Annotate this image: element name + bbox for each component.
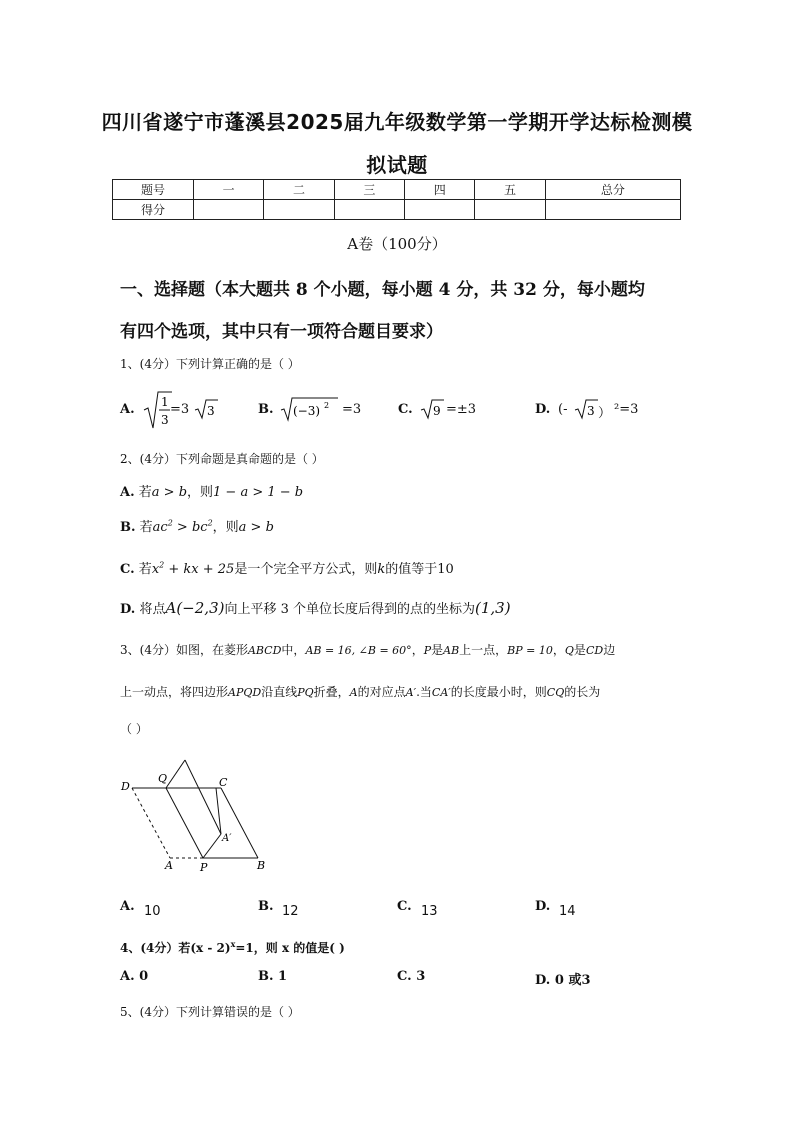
q2-c-mid: 是一个完全平方公式，则 bbox=[234, 562, 378, 577]
score-header-cell: 三 bbox=[334, 180, 404, 200]
q3-text: 上一动点，将四边形 bbox=[120, 685, 229, 699]
q1-option-d-prefix: (- bbox=[558, 402, 568, 417]
section-heading-line2: 有四个选项，其中只有一项符合题目要求） bbox=[120, 322, 443, 342]
score-header-cell: 总分 bbox=[545, 180, 680, 200]
q1-b-radicand: (−3) bbox=[293, 404, 321, 418]
paper-title-line1: 四川省遂宁市蓬溪县2025届九年级数学第一学期开学达标检测模 bbox=[101, 110, 693, 134]
q4-d-value: 0 或3 bbox=[554, 973, 591, 988]
q3-math-aprime: A′ bbox=[405, 686, 417, 699]
q4-options bbox=[120, 969, 720, 989]
q3-text: 中， bbox=[281, 643, 306, 657]
q2-c-k: k bbox=[377, 562, 386, 577]
q1-option-d-sqrt3 bbox=[574, 398, 600, 420]
q2-a-cond: a > b bbox=[151, 485, 188, 500]
score-cell bbox=[405, 200, 475, 220]
label-aprime: A′ bbox=[222, 833, 232, 844]
q4-c-value: 3 bbox=[416, 969, 426, 984]
q1-option-c-sqrt9 bbox=[420, 398, 446, 420]
label-d: D bbox=[121, 780, 130, 793]
segment-dprime-aprime bbox=[185, 760, 221, 834]
q1-option-d-eq: ²=3 bbox=[614, 402, 639, 417]
q1-d-radicand: 3 bbox=[587, 404, 595, 418]
q1-stem: 1、(4分）下列计算正确的是（ ） bbox=[120, 357, 300, 371]
label-b: B bbox=[257, 859, 266, 872]
q1-option-c-label: C. bbox=[398, 402, 413, 417]
q2-option-a bbox=[120, 481, 303, 500]
q3-text: 的长度最小时，则 bbox=[450, 685, 547, 699]
q3-math-bp: BP = 10 bbox=[507, 644, 553, 657]
q1-c-radicand: 9 bbox=[433, 404, 441, 418]
score-table-score-row bbox=[113, 200, 681, 220]
label-a: A bbox=[165, 859, 173, 872]
q2-c-label: C. bbox=[120, 562, 135, 577]
q4-a-value: 0 bbox=[139, 969, 149, 984]
q4-option-a bbox=[120, 969, 148, 984]
q2-b-mid: ，则 bbox=[212, 520, 239, 535]
q3-text: ， bbox=[552, 643, 565, 657]
q3-math-ab: AB bbox=[443, 644, 460, 657]
q1-option-a-sqrt3 bbox=[194, 398, 220, 420]
q2-option-b bbox=[120, 516, 274, 535]
q1-option-b-label: B. bbox=[258, 402, 274, 417]
q3-stem-line2 bbox=[120, 683, 600, 700]
q1-a-radicand: 3 bbox=[207, 404, 215, 418]
q3-stem-line3: （ ） bbox=[120, 722, 148, 736]
q3-math-pq: PQ bbox=[297, 686, 314, 699]
q3-text: .当 bbox=[416, 685, 432, 699]
segment-cb bbox=[221, 788, 258, 858]
q3-text: 上一点， bbox=[459, 643, 508, 657]
q3-text: ， bbox=[411, 643, 424, 657]
q2-d-mid: 向上平移 3 个单位长度后得到的点的坐标为 bbox=[224, 602, 476, 617]
segment-q-dprime bbox=[166, 760, 185, 788]
q4-option-d bbox=[535, 969, 591, 988]
q3-text: 是 bbox=[573, 643, 586, 657]
section-heading-line1: 一、选择题（本大题共 8 个小题，每小题 4 分，共 32 分，每小题均 bbox=[120, 280, 645, 300]
q3-math-apqd: APQD bbox=[228, 686, 262, 699]
q2-stem: 2、(4分）下列命题是真命题的是（ ） bbox=[120, 452, 324, 466]
q4-option-b bbox=[258, 969, 287, 984]
q3-option-c-value: 13 bbox=[421, 904, 438, 919]
q1-option-b-eq: =3 bbox=[342, 402, 362, 417]
score-header-cell: 一 bbox=[194, 180, 264, 200]
q3-text: 3、(4分）如图，在菱形 bbox=[120, 643, 248, 657]
score-cell bbox=[264, 200, 334, 220]
q3-text: 沿直线 bbox=[261, 685, 298, 699]
q3-options bbox=[120, 899, 720, 921]
q4-option-c bbox=[397, 969, 425, 984]
score-header-cell: 五 bbox=[475, 180, 545, 200]
q4-b-label: B. bbox=[258, 969, 274, 984]
q2-a-pre: 若 bbox=[138, 485, 152, 500]
q3-rhombus-figure bbox=[118, 755, 278, 875]
q3-text: 是 bbox=[431, 643, 444, 657]
score-row-label: 得分 bbox=[113, 200, 194, 220]
q3-math-cond: AB = 16, ∠B = 60° bbox=[305, 644, 412, 657]
q3-math-cd: CD bbox=[585, 644, 604, 657]
q1-option-c-eq: =±3 bbox=[446, 402, 477, 417]
q3-option-d-label: D. bbox=[535, 899, 551, 914]
q3-math-a: A bbox=[349, 686, 358, 699]
q2-d-label: D. bbox=[120, 602, 136, 617]
q2-b-cond: $ac^2 > bc^2$ bbox=[152, 518, 213, 535]
label-p: P bbox=[200, 861, 208, 874]
q3-math-cq: CQ bbox=[546, 686, 565, 699]
q3-math-q: Q bbox=[564, 644, 574, 657]
q2-a-label: A. bbox=[120, 485, 135, 500]
q4-b-value: 1 bbox=[278, 969, 288, 984]
q1-option-a-label: A. bbox=[120, 402, 135, 417]
segment-c-aprime bbox=[216, 788, 221, 834]
q2-option-d bbox=[120, 598, 511, 617]
q1-options bbox=[120, 386, 720, 432]
q2-a-result: 1 − a > 1 − b bbox=[213, 485, 304, 500]
score-cell bbox=[545, 200, 680, 220]
q2-b-pre: 若 bbox=[139, 520, 153, 535]
q3-option-a-value: 10 bbox=[144, 904, 161, 919]
q4-stem-a: 4、(4分）若(x - 2) bbox=[120, 941, 231, 955]
q1-option-a-eq: =3 bbox=[170, 402, 190, 417]
score-header-cell: 题号 bbox=[113, 180, 194, 200]
q4-stem-exponent: x bbox=[230, 939, 236, 949]
q3-math-caprime: CA′ bbox=[431, 686, 451, 699]
q3-text: 的长为 bbox=[564, 685, 601, 699]
q3-math-abcd: ABCD bbox=[247, 644, 282, 657]
segment-aprime-p bbox=[203, 834, 221, 858]
q4-a-label: A. bbox=[120, 969, 135, 984]
label-c: C bbox=[219, 776, 228, 789]
q1-option-d-close: ） bbox=[598, 406, 612, 421]
q3-text: 折叠， bbox=[313, 685, 350, 699]
q1-a-numerator: 1 bbox=[161, 395, 169, 409]
q5-stem: 5、(4分）下列计算错误的是（ ） bbox=[120, 1005, 300, 1019]
score-cell bbox=[334, 200, 404, 220]
score-cell bbox=[194, 200, 264, 220]
q2-d-pre: 将点 bbox=[139, 602, 166, 617]
q1-b-exponent: 2 bbox=[324, 401, 330, 410]
q3-option-b-value: 12 bbox=[282, 904, 299, 919]
q2-c-pre: 若 bbox=[138, 562, 152, 577]
score-table bbox=[112, 179, 681, 220]
q2-a-mid: ，则 bbox=[187, 485, 214, 500]
score-table-header-row bbox=[113, 180, 681, 200]
q4-c-label: C. bbox=[397, 969, 412, 984]
score-cell bbox=[475, 200, 545, 220]
q2-b-label: B. bbox=[120, 520, 136, 535]
q2-c-post: 的值等于 bbox=[385, 562, 438, 577]
score-header-cell: 四 bbox=[405, 180, 475, 200]
q2-c-expr: $x^2$ + kx + 25 bbox=[151, 560, 235, 577]
q3-option-a-label: A. bbox=[120, 899, 135, 914]
paper-title-line2: 拟试题 bbox=[366, 153, 428, 177]
label-q: Q bbox=[158, 772, 168, 785]
segment-da-dashed bbox=[132, 788, 170, 858]
q4-d-label: D. bbox=[535, 973, 551, 988]
q4-stem bbox=[120, 939, 345, 956]
q2-d-result: (1,3) bbox=[475, 599, 511, 617]
segment-qp-fold bbox=[166, 788, 203, 858]
q3-stem-line1 bbox=[120, 641, 615, 658]
q3-option-b-label: B. bbox=[258, 899, 274, 914]
q3-option-d-value: 14 bbox=[559, 904, 576, 919]
q1-a-denominator: 3 bbox=[161, 413, 169, 427]
q3-option-c-label: C. bbox=[397, 899, 412, 914]
q4-stem-b: =1，则 x 的值是( ) bbox=[235, 941, 345, 955]
q2-c-value: 10 bbox=[437, 562, 454, 577]
q1-option-d-label: D. bbox=[535, 402, 551, 417]
paper-section-label: A卷（100分） bbox=[347, 235, 447, 253]
q2-option-c bbox=[120, 558, 454, 577]
q2-b-result: a > b bbox=[238, 520, 274, 535]
q3-text: 的对应点 bbox=[357, 685, 406, 699]
q3-text: 边 bbox=[603, 643, 616, 657]
score-header-cell: 二 bbox=[264, 180, 334, 200]
q2-d-point: A(−2,3) bbox=[165, 599, 225, 617]
q3-math-p: P bbox=[423, 644, 432, 657]
q1-option-b-sqrt bbox=[280, 396, 340, 422]
